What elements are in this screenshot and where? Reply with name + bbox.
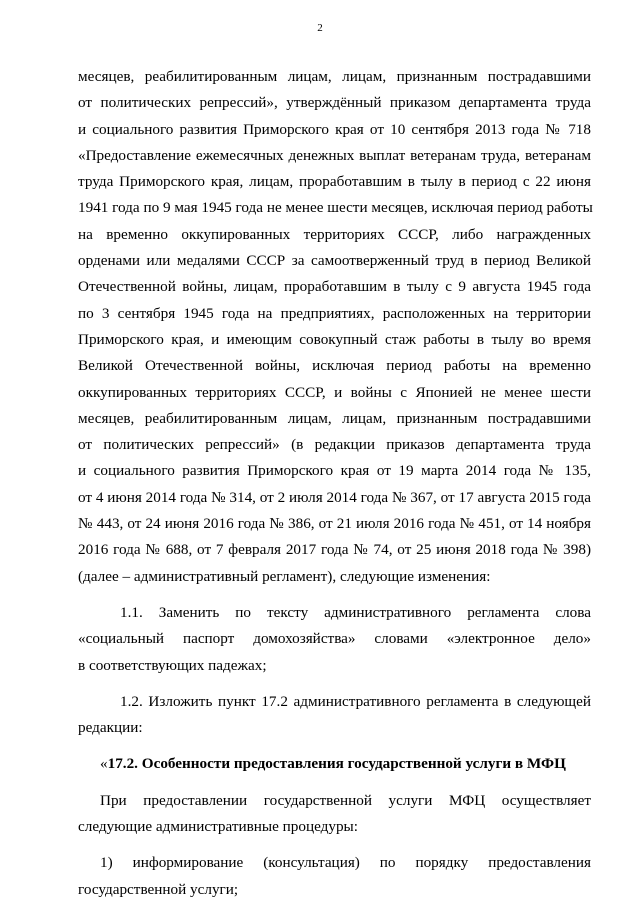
section-heading bbox=[78, 751, 591, 777]
text-line: При предоставлении государственной услуги МФЦ осуществляет bbox=[100, 791, 591, 809]
text-line: и социального развития Приморского края от 10 сентября 2013 года № 718 bbox=[78, 120, 591, 138]
text-line: Отечественной войны, лицам, проработавшим в тылу с 9 августа 1945 года bbox=[78, 278, 591, 296]
text-line: редакции: bbox=[78, 719, 143, 737]
text-line: «Предоставление ежемесячных денежных выплат ветеранам труда, ветеранам bbox=[78, 146, 591, 164]
heading-line bbox=[100, 751, 591, 777]
text-line: государственной услуги; bbox=[78, 880, 239, 898]
amendment-item-1-1 bbox=[78, 600, 591, 626]
text-line: следующие административные процедуры: bbox=[78, 818, 358, 836]
heading-open-quote: « bbox=[100, 755, 108, 773]
text-line: «социальный паспорт домохозяйства» словами «электронное дело» bbox=[78, 630, 591, 648]
text-line: № 443, от 24 июня 2016 года № 386, от 21 июля 2016 года № 451, от 14 ноября bbox=[78, 515, 591, 533]
text-line: 1.2. Изложить пункт 17.2 административного регламента в следующей bbox=[120, 692, 591, 710]
text-line: от 4 июня 2014 года № 314, от 2 июля 2014 года № 367, от 17 августа 2015 года bbox=[78, 488, 591, 506]
text-line: от политических репрессий» (в редакции приказов департамента труда bbox=[78, 436, 591, 454]
text-line: и социального развития Приморского края от 19 марта 2014 года № 135, bbox=[78, 462, 591, 480]
text-line: на временно оккупированных территориях СССР, либо награжденных bbox=[78, 225, 591, 243]
list-item-1-cont bbox=[78, 877, 591, 903]
text-line: 2016 года № 688, от 7 февраля 2017 года № 74, от 25 июня 2018 года № 398) bbox=[78, 541, 591, 559]
page-number: 2 bbox=[317, 22, 323, 34]
list-item-1 bbox=[78, 850, 591, 876]
text-line: месяцев, реабилитированным лицам, лицам, признанным пострадавшими bbox=[78, 68, 591, 85]
paragraph-mfc bbox=[78, 788, 591, 814]
amendment-item-1-2 bbox=[78, 689, 591, 715]
text-line: 1) информирование (консультация) по порядку предоставления bbox=[100, 854, 591, 872]
text-line: 1941 года по 9 мая 1945 года не менее шести месяцев, исключая период работы bbox=[78, 199, 593, 217]
text-line: по 3 сентября 1945 года на предприятиях, расположенных на территории bbox=[78, 304, 591, 322]
text-line: в соответствующих падежах; bbox=[78, 656, 267, 674]
text-line: (далее – административный регламент), следующие изменения: bbox=[78, 567, 491, 585]
text-line: труда Приморского края, лицам, проработавшим в тылу в период с 22 июня bbox=[78, 173, 591, 191]
heading-text: 17.2. Особенности предоставления государственной услуги в МФЦ bbox=[107, 755, 566, 773]
paragraph-regulation-title bbox=[78, 64, 591, 590]
text-line: от политических репрессий», утверждённый приказом департамента труда bbox=[78, 94, 591, 112]
text-line: оккупированных территориях СССР, и войны с Японией не менее шести bbox=[78, 383, 591, 401]
text-line: Великой Отечественной войны, исключая период работы на временно bbox=[78, 357, 591, 375]
text-line: орденами или медалями СССР за самоотверженный труд в период Великой bbox=[78, 252, 591, 270]
text-line: 1.1. Заменить по тексту административного регламента слова bbox=[120, 603, 591, 621]
text-line: месяцев, реабилитированным лицам, лицам, признанным пострадавшими bbox=[78, 409, 591, 427]
text-line: Приморского края, и имеющим совокупный стаж работы в тылу во время bbox=[78, 330, 591, 348]
paragraph-mfc-cont bbox=[78, 814, 591, 840]
document-body bbox=[78, 64, 591, 903]
amendment-item-1-2-cont bbox=[78, 715, 591, 741]
amendment-item-1-1-cont bbox=[78, 626, 591, 679]
